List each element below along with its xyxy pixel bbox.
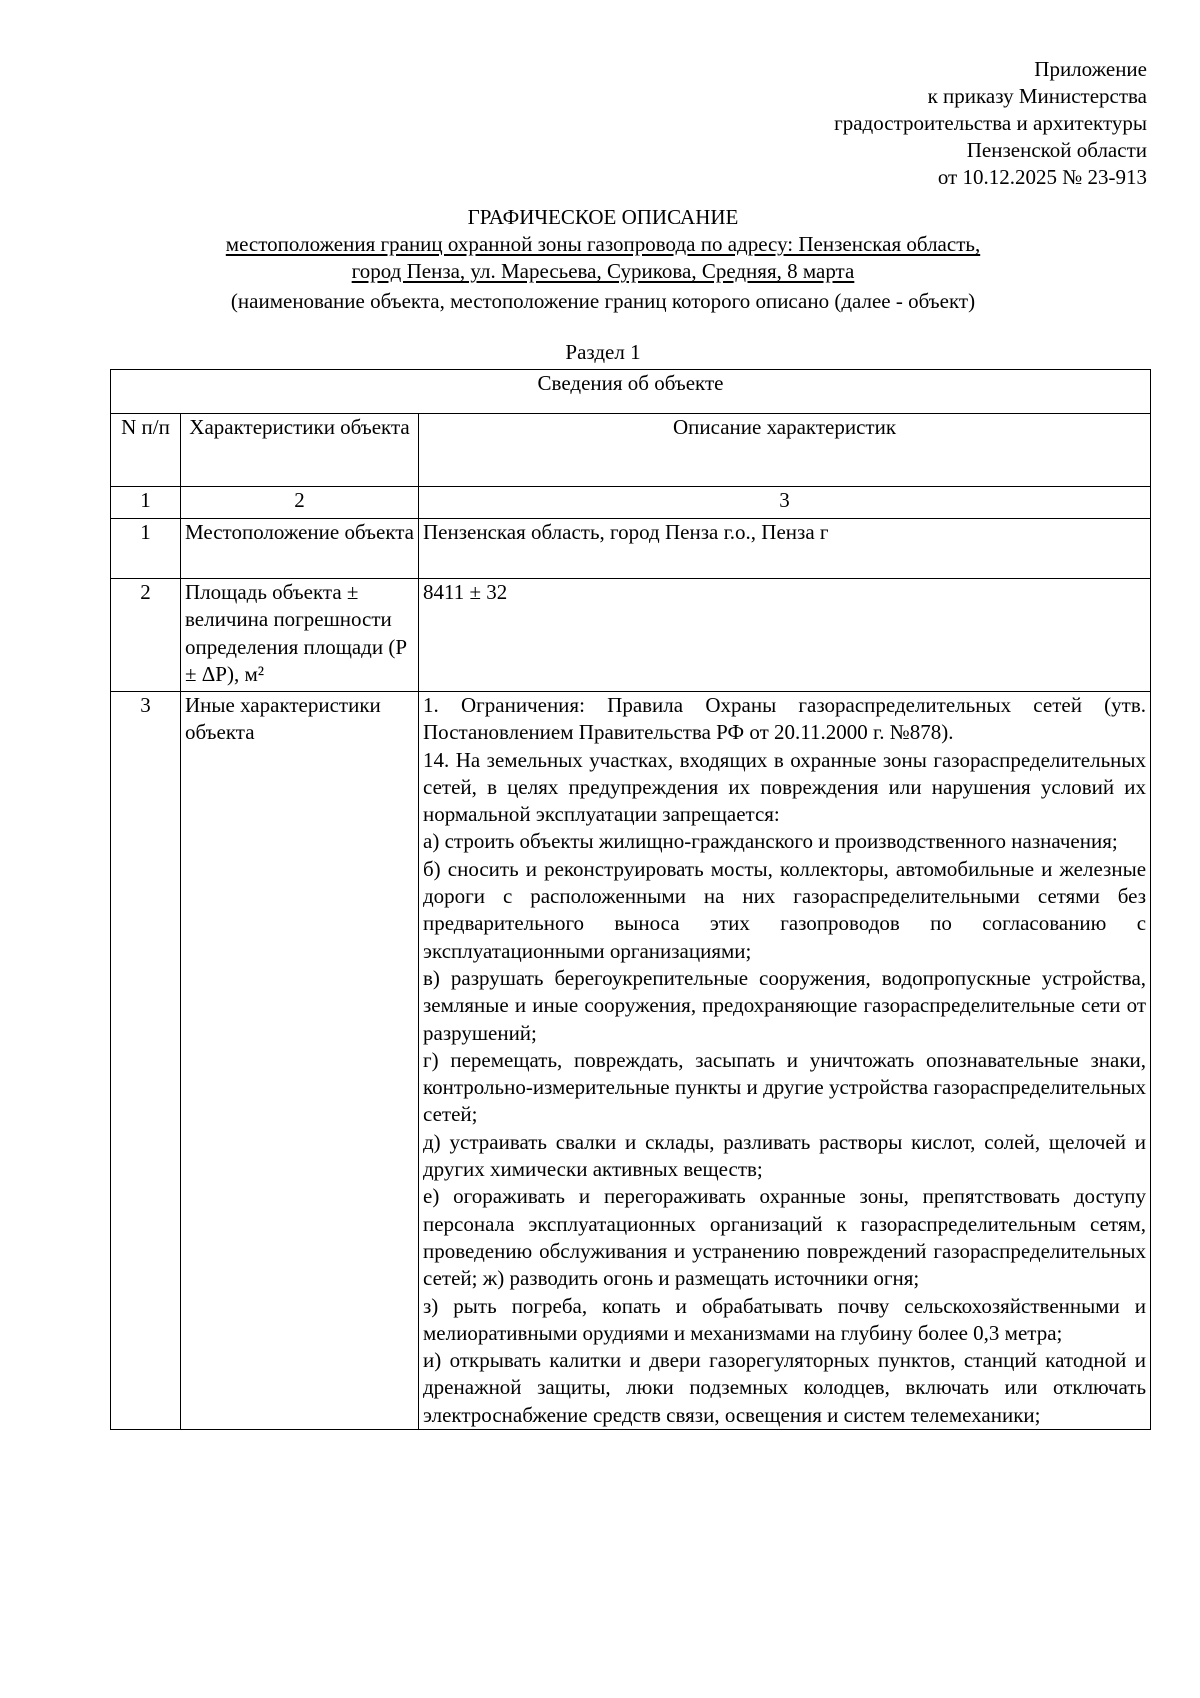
table-title-row bbox=[111, 370, 1151, 414]
appendix-line: Пензенской области bbox=[966, 138, 1147, 162]
row-number: 3 bbox=[111, 692, 181, 1430]
row-description: Пензенская область, город Пенза г.о., Пенза г bbox=[419, 519, 1151, 579]
column-number: 1 bbox=[111, 487, 181, 519]
row-number: 1 bbox=[111, 519, 181, 579]
row-description: 8411 ± 32 bbox=[419, 579, 1151, 692]
column-number-row bbox=[111, 487, 1151, 519]
table-header-row bbox=[111, 414, 1151, 487]
appendix-block bbox=[547, 56, 1147, 191]
restriction-paragraph: и) открывать калитки и двери газорегуляторных пунктов, станций катодной и дренажной защиты, люки подземных колодцев, включать или отключать электроснабжение средств связи, освещения и систем телемеханики; bbox=[423, 1348, 1147, 1427]
header-num: N п/п bbox=[111, 414, 181, 487]
restriction-paragraph: е) огораживать и перегораживать охранные зоны, препятствовать доступу персонала эксплуатационных организаций к газораспределительным сетям, проведению обслуживания и устранению повреждений газораспределительных сетей; ж) разводить огонь и размещать источники огня; bbox=[423, 1184, 1147, 1291]
restriction-paragraph: 14. На земельных участках, входящих в охранные зоны газораспределительных сетей, в целях предупреждения их повреждения или нарушения условий их нормальной эксплуатации запрещается: bbox=[423, 747, 1147, 827]
appendix-line: Приложение bbox=[1034, 57, 1147, 81]
object-caption: (наименование объекта, местоположение границ которого описано (далее - объект) bbox=[230, 289, 976, 313]
restriction-paragraph: д) устраивать свалки и склады, разливать растворы кислот, солей, щелочей и других химически активных веществ; bbox=[423, 1129, 1147, 1182]
appendix-line: градостроительства и архитектуры bbox=[834, 111, 1147, 135]
restriction-paragraph: в) разрушать берегоукрепительные сооружения, водопропускные устройства, земляные и иные сооружения, предохраняющие газораспределительные сети от разрушений; bbox=[423, 965, 1147, 1045]
restriction-paragraph: з) рыть погреба, копать и обрабатывать почву сельскохозяйственными и мелиоративными орудиями и механизмами на глубину более 0,3 метра; bbox=[423, 1293, 1147, 1345]
table-row bbox=[111, 579, 1151, 692]
object-location-line-2: город Пенза, ул. Маресьева, Сурикова, Средняя, 8 марта bbox=[351, 259, 855, 283]
restriction-paragraph: 1. Ограничения: Правила Охраны газораспределительных сетей (утв. Постановлением Правительства РФ от 20.11.2000 г. №878). bbox=[423, 693, 1147, 745]
table-row bbox=[111, 519, 1151, 579]
header-description: Описание характеристик bbox=[419, 414, 1151, 487]
document-title: ГРАФИЧЕСКОЕ ОПИСАНИЕ bbox=[467, 205, 739, 229]
row-characteristic: Площадь объекта ± величина погрешности определения площади (P ± ΔP), м² bbox=[181, 579, 419, 692]
restriction-paragraph: а) строить объекты жилищно-гражданского и производственного назначения; bbox=[423, 829, 1118, 854]
title-block bbox=[110, 204, 1096, 366]
section-title: Раздел 1 bbox=[565, 340, 641, 364]
table-row bbox=[111, 692, 1151, 1430]
table-title: Сведения об объекте bbox=[111, 370, 1151, 414]
row-characteristic: Местоположение объекта bbox=[181, 519, 419, 579]
object-location-line-1: местоположения границ охранной зоны газопровода по адресу: Пензенская область, bbox=[225, 232, 981, 256]
restriction-paragraph: г) перемещать, повреждать, засыпать и уничтожать опознавательные знаки, контрольно-измерительные пункты и другие устройства газораспределительных сетей; bbox=[423, 1047, 1147, 1127]
row-description bbox=[419, 692, 1151, 1430]
column-number: 2 bbox=[181, 487, 419, 519]
row-characteristic: Иные характеристики объекта bbox=[181, 692, 419, 1430]
restriction-paragraph: б) сносить и реконструировать мосты, коллекторы, автомобильные и железные дороги с расположенными на них газораспределительными сетями без предварительного выноса этих газопроводов по согласованию с эксплуатационными организациями; bbox=[423, 856, 1147, 963]
column-number: 3 bbox=[419, 487, 1151, 519]
appendix-line: к приказу Министерства bbox=[927, 84, 1147, 108]
row-number: 2 bbox=[111, 579, 181, 692]
object-info-table bbox=[110, 369, 1151, 1430]
appendix-line: от 10.12.2025 № 23-913 bbox=[937, 165, 1147, 189]
header-characteristic: Характеристики объекта bbox=[181, 414, 419, 487]
